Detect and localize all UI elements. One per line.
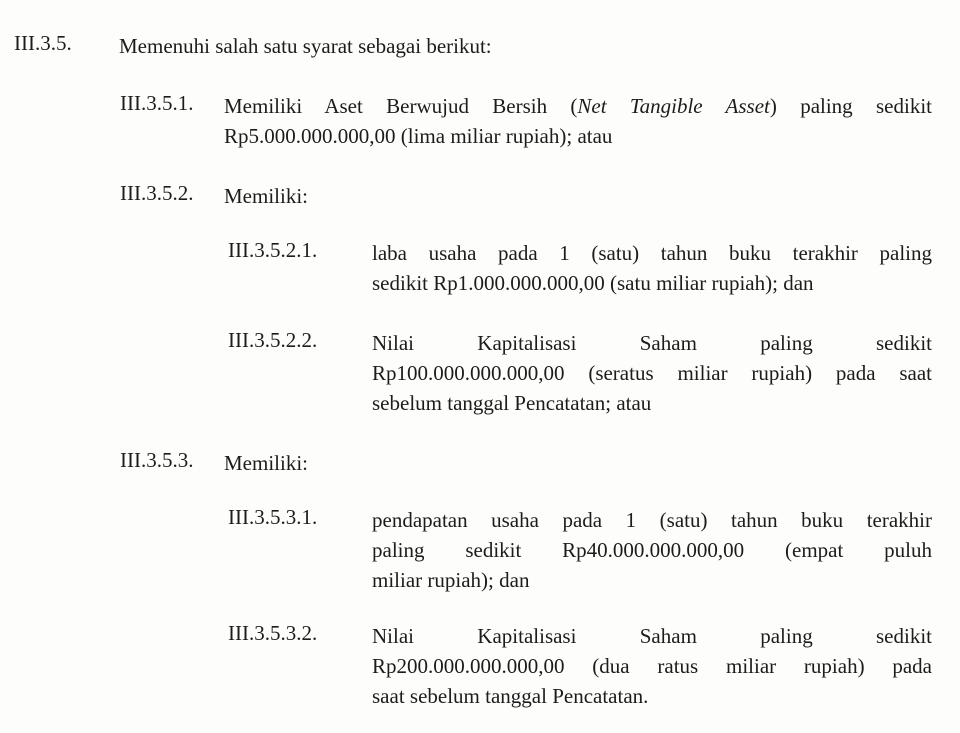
clause-text: [372, 505, 932, 595]
clause-line: laba usaha pada 1 (satu) tahun buku terakhir paling: [372, 241, 932, 265]
clause-text: [372, 238, 932, 298]
clause-text: [372, 328, 932, 418]
clause-line: Rp200.000.000.000,00 (dua ratus miliar rupiah) pada: [372, 654, 932, 678]
clause-3-5-3-1: [228, 505, 932, 595]
clause-3-5-3: [120, 448, 932, 478]
clause-line: Memiliki:: [224, 184, 308, 208]
clause-text: [224, 448, 932, 478]
clause-number: III.3.5.3.1.: [228, 505, 318, 529]
clause-line: Rp5.000.000.000,00 (lima miliar rupiah); atau: [224, 124, 613, 148]
clause-line: miliar rupiah); dan: [372, 568, 530, 592]
clause-text: [372, 621, 932, 711]
clause-text: [224, 181, 932, 211]
clause-line: Nilai Kapitalisasi Saham paling sedikit: [372, 624, 932, 648]
clause-number: III.3.5.2.: [120, 181, 194, 205]
clause-3-5-3-2: [228, 621, 932, 711]
clause-line-part: ) paling sedikit: [769, 94, 932, 118]
clause-line: paling sedikit Rp40.000.000.000,00 (empat puluh: [372, 538, 932, 562]
clause-line: pendapatan usaha pada 1 (satu) tahun buku terakhir: [372, 508, 932, 532]
clause-line: Nilai Kapitalisasi Saham paling sedikit: [372, 331, 932, 355]
clause-number: III.3.5.3.2.: [228, 621, 318, 645]
clause-line: Memiliki:: [224, 451, 308, 475]
clause-3-5-1: [120, 91, 932, 151]
clause-text: [224, 91, 932, 151]
clause-number: III.3.5.: [14, 31, 72, 55]
clause-number: III.3.5.1.: [120, 91, 194, 115]
clause-line: saat sebelum tanggal Pencatatan.: [372, 684, 649, 708]
clause-3-5-2: [120, 181, 932, 211]
clause-line: sedikit Rp1.000.000.000,00 (satu miliar rupiah); dan: [372, 271, 814, 295]
clause-3-5-2-1: [228, 238, 932, 298]
clause-3-5: [14, 31, 944, 61]
clause-3-5-2-2: [228, 328, 932, 418]
clause-line: Rp100.000.000.000,00 (seratus miliar rupiah) pada saat: [372, 361, 932, 385]
clause-line-italic-term: Net Tangible Asset: [577, 94, 770, 118]
clause-line: sebelum tanggal Pencatatan; atau: [372, 391, 652, 415]
clause-number: III.3.5.2.2.: [228, 328, 318, 352]
clause-number: III.3.5.2.1.: [228, 238, 318, 262]
clause-line-part: Memiliki Aset Berwujud Bersih (: [224, 94, 578, 118]
clause-line: [224, 91, 932, 121]
clause-number: III.3.5.3.: [120, 448, 194, 472]
clause-line: Memenuhi salah satu syarat sebagai berikut:: [119, 34, 492, 58]
clause-text: [119, 31, 944, 61]
